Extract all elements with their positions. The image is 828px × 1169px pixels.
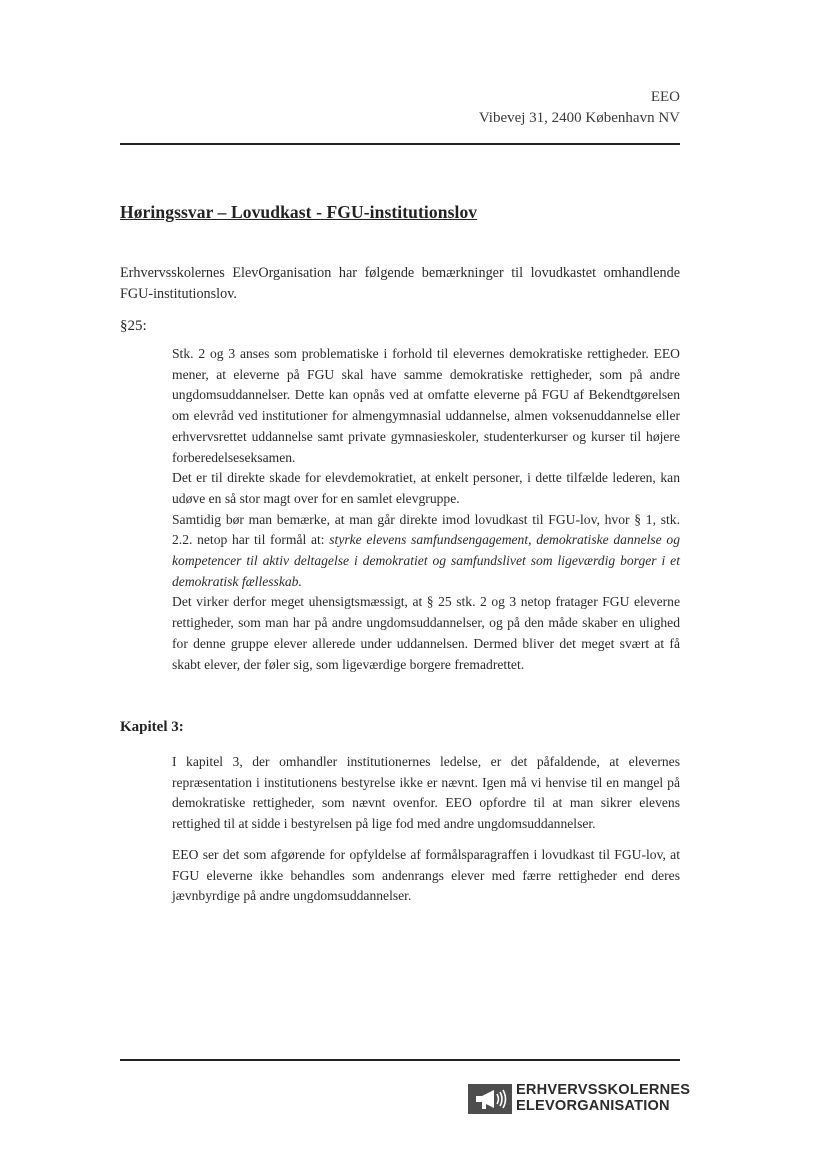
document-title: Høringssvar – Lovudkast - FGU-institutionslov: [120, 202, 478, 222]
intro-paragraph: Erhvervsskolernes ElevOrganisation har følgende bemærkninger til lovudkastet omhandlende FGU-institutionslov.: [120, 265, 680, 302]
organisation-logo: [468, 1080, 691, 1116]
chapter-3-heading: Kapitel 3:: [120, 719, 184, 735]
section-25-paragraph-1: Stk. 2 og 3 anses som problematiske i forhold til elevernes demokratiske rettigheder. EEO mener, at eleverne på FGU skal have samme demokratiske rettigheder, som på andre ungdomsuddannelser. Dette kan opnås ved at omfatte eleverne på FGU af Bekendtgørelsen om elevråd ved institutioner for almengymnasial uddannelse, almen voksenuddannelse eller erhvervsrettet uddannelse samt private gymnasieskoler, studenterkurser og kurser til højere forberedelseseksamen.: [172, 346, 680, 465]
sender-header: [479, 87, 680, 129]
section-25-body: [172, 344, 680, 675]
section-25-paragraph-3-lead: Samtidig bør man bemærke, at man går direkte imod lovudkast til FGU-lov, hvor § 1, stk. 2.2. netop har til formål at:: [172, 511, 680, 548]
sender-address: Vibevej 31, 2400 København NV: [478, 110, 680, 126]
footer-divider: [120, 1059, 680, 1061]
logo-wordmark: [516, 1082, 690, 1114]
section-25-paragraph-3: [172, 510, 680, 593]
megaphone-icon: [468, 1084, 512, 1114]
chapter-3-paragraph-1: I kapitel 3, der omhandler institutionernes ledelse, er det påfaldende, at elevernes repræsentation i institutionens bestyrelse ikke er nævnt. Igen må vi henvise til en mangel på demokratiske rettigheder, som nævnt ovenfor. EEO opfordre til at man sikrer elevens rettighed til at sidde i bestyrelsen på lige fod med andre ungdomsuddannelser.: [172, 754, 680, 832]
header-divider: [120, 143, 680, 145]
law-quote: styrke elevens samfundsengagement, demokratiske dannelse og kompetencer til aktiv deltagelse i demokratiet og samfundslivet som ligeværdig borger i et demokratisk fællesskab.: [172, 532, 680, 589]
section-25-heading: §25:: [120, 318, 147, 334]
chapter-3-paragraph-2: EEO ser det som afgørende for opfyldelse af formålsparagraffen i lovudkast til FGU-lov, at FGU eleverne ikke behandles som andenrangs elever med færre rettigheder end deres jævnbyrdige på andre ungdomsuddannelser.: [172, 846, 680, 904]
section-25-paragraph-2: Det er til direkte skade for elevdemokratiet, at enkelt personer, i dette tilfælde lederen, kan udøve en så stor magt over for en samlet elevgruppe.: [172, 470, 680, 506]
chapter-3-body: [172, 752, 680, 907]
sender-org: EEO: [650, 89, 680, 105]
logo-line-1: ERHVERVSSKOLERNES: [516, 1082, 691, 1098]
section-25-paragraph-4: Det virker derfor meget uhensigtsmæssigt, at § 25 stk. 2 og 3 netop fratager FGU eleverne rettigheder, som man har på andre ungdomsuddannelser, og på den måde skaber en ulighed for denne gruppe elever allerede under uddannelsen. Dermed bliver det meget svært at få skabt elever, der føler sig, som ligeværdige borgere fremadrettet.: [172, 594, 680, 672]
logo-line-2: ELEVORGANISATION: [516, 1098, 670, 1114]
